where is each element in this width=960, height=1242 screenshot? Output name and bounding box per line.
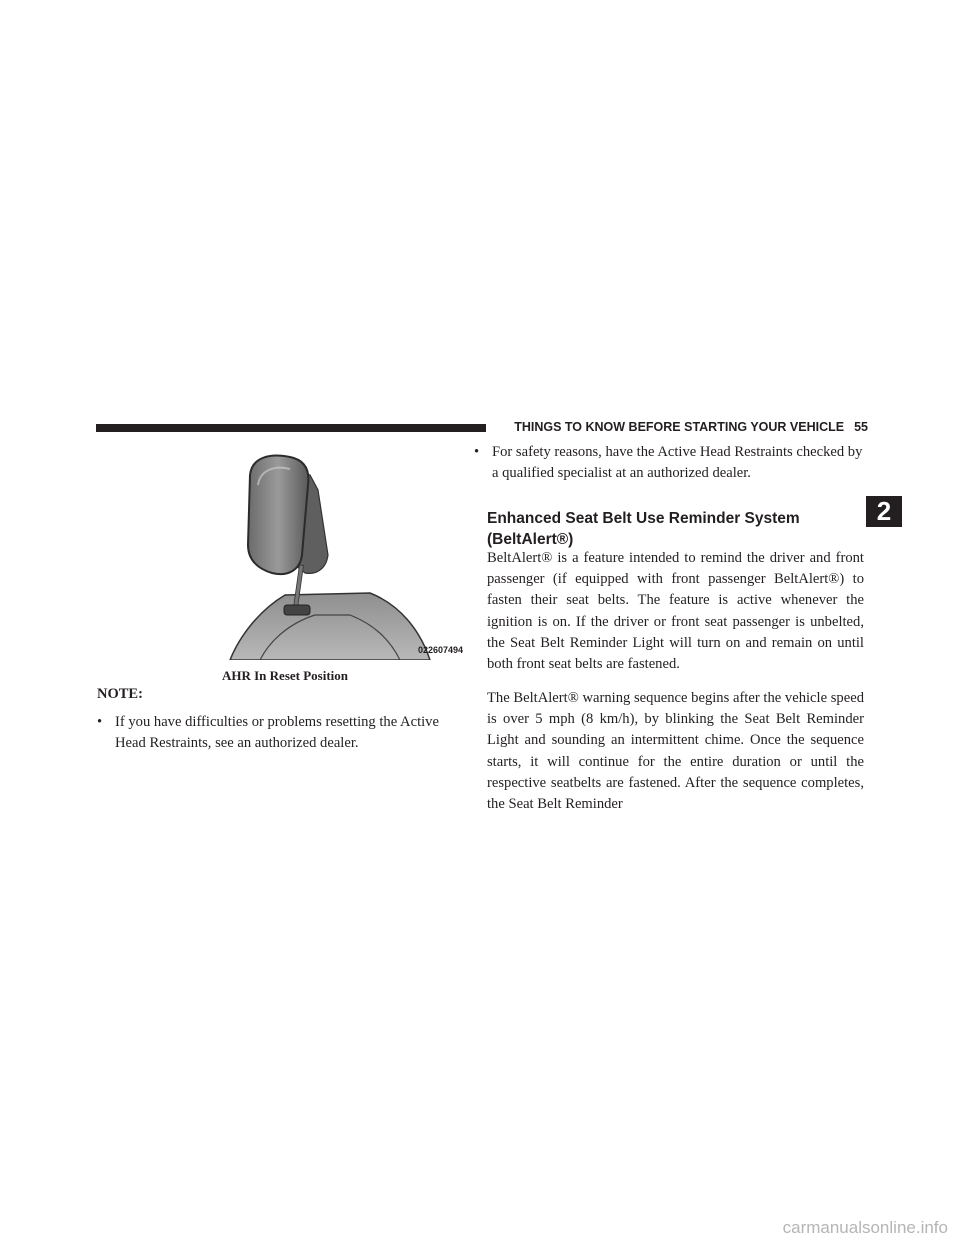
watermark: carmanualsonline.info: [782, 1218, 948, 1237]
chapter-tab: 2: [866, 496, 902, 527]
figure-code: 022607494: [418, 645, 464, 655]
bullet-text: If you have difficulties or problems resetting the Active Head Restraints, see an authorized dealer.: [115, 714, 439, 751]
header-rule: [96, 424, 486, 432]
page-number: 55: [854, 420, 868, 434]
body-paragraph: BeltAlert® is a feature intended to remind the driver and front passenger (if equipped with front passenger BeltAlert®) to fasten their seat belts. The feature is active whenever the ignition is on. If the driver or front seat passenger is unbelted, the Seat Belt Reminder Light will turn on and remain on until both front seat belts are fastened.: [487, 550, 864, 673]
running-header: [492, 418, 868, 436]
head-restraint-illustration: [200, 445, 470, 660]
note-bullet: [97, 712, 462, 756]
header-section-title: THINGS TO KNOW BEFORE STARTING YOUR VEHICLE: [514, 420, 845, 434]
bullet-text: For safety reasons, have the Active Head Restraints checked by a qualified specialist at an authorized dealer.: [492, 444, 863, 481]
body-paragraph: The BeltAlert® warning sequence begins after the vehicle speed is over 5 mph (8 km/h), by blinking the Seat Belt Reminder Light and sounding an intermittent chime. Once the sequence starts, it will continue for the entire duration or until the respective seatbelts are fastened. After the sequence completes, the Seat Belt Reminder: [487, 690, 864, 813]
bullet-marker: •: [474, 444, 480, 460]
section-heading: Enhanced Seat Belt Use Reminder System (BeltAlert®): [487, 510, 800, 548]
safety-bullet: [474, 442, 864, 506]
note-label: NOTE:: [97, 686, 143, 702]
bullet-marker: •: [97, 714, 103, 730]
figure-caption: AHR In Reset Position: [221, 668, 349, 683]
